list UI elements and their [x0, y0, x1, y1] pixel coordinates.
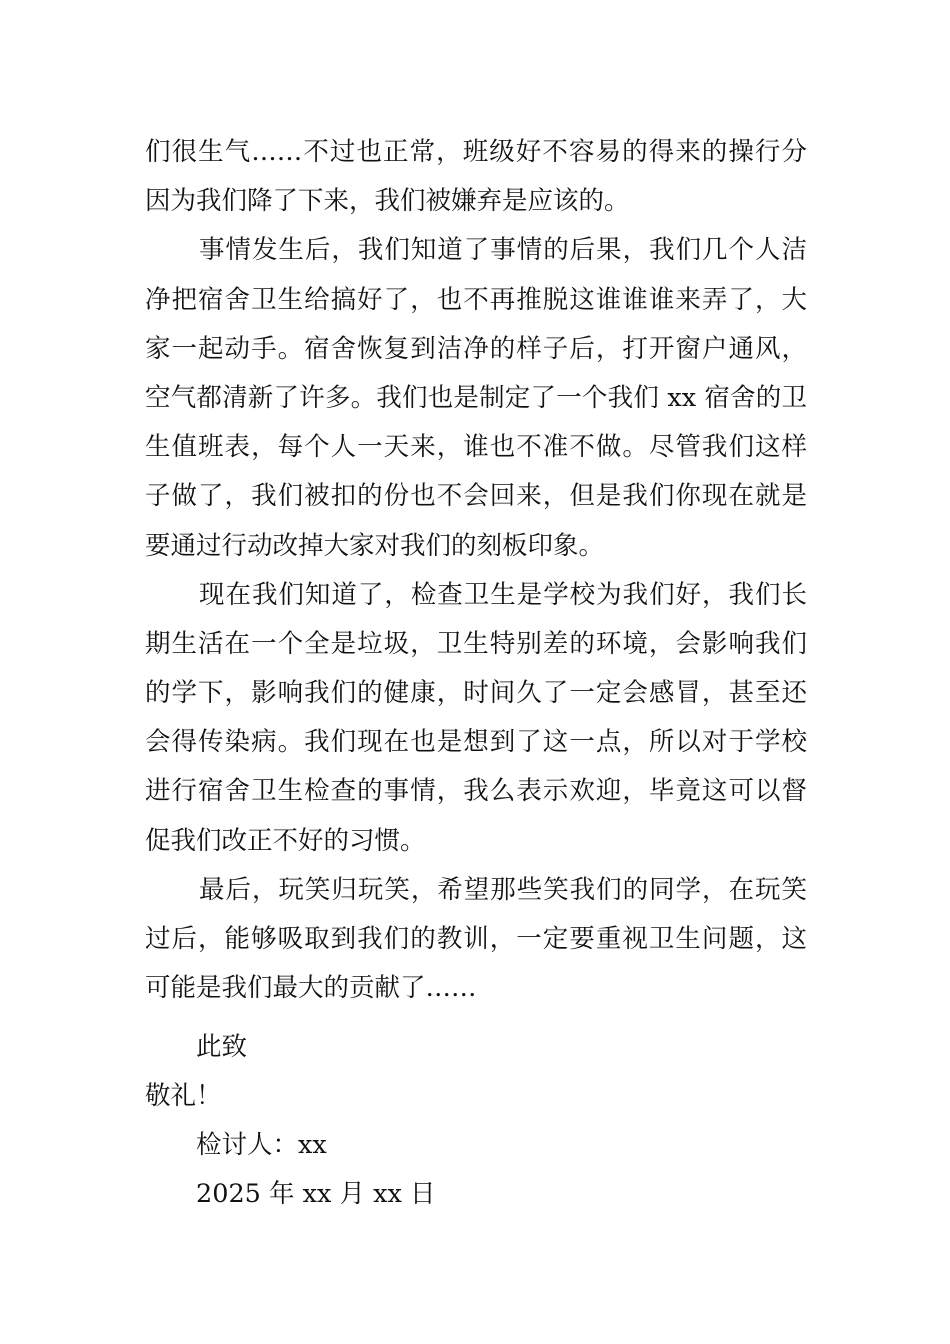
paragraph-line: 生值班表，每个人一天来，谁也不准不做。尽管我们这样	[145, 432, 807, 463]
letter-body	[145, 128, 807, 1013]
paragraph-line: 过后，能够吸取到我们的教训，一定要重视卫生问题，这	[145, 924, 807, 954]
paragraph	[145, 571, 807, 866]
paragraph-line: 子做了，我们被扣的份也不会回来，但是我们你现在就是	[145, 481, 807, 512]
paragraph-line: 期生活在一个全是垃圾，卫生特别差的环境，会影响我们	[145, 628, 807, 659]
paragraph-line: 事情发生后，我们知道了事情的后果，我们几个人洁	[199, 235, 807, 266]
paragraph-line: 空气都清新了许多。我们也是制定了一个我们 xx 宿舍的卫	[145, 382, 807, 413]
signer-name: 检讨人：xx	[196, 1130, 327, 1160]
paragraph-line: 们很生气……不过也正常，班级好不容易的得来的操行分	[145, 137, 807, 167]
paragraph	[145, 128, 807, 226]
paragraph-line: 净把宿舍卫生给搞好了，也不再推脱这谁谁谁来弄了，大	[145, 284, 807, 315]
paragraph-line: 会得传染病。我们现在也是想到了这一点，所以对于学校	[145, 727, 807, 758]
closing-salutation: 此致	[196, 1032, 248, 1062]
paragraph-line: 因为我们降了下来，我们被嫌弃是应该的。	[145, 186, 630, 217]
closing-regards: 敬礼！	[145, 1081, 222, 1111]
paragraph-line: 可能是我们最大的贡献了……	[145, 973, 477, 1004]
paragraph-line: 现在我们知道了，检查卫生是学校为我们好，我们长	[199, 579, 807, 610]
paragraph-line: 家一起动手。宿舍恢复到洁净的样子后，打开窗户通风，	[145, 333, 807, 364]
paragraph-line: 促我们改正不好的习惯。	[145, 825, 426, 856]
signature-date: 2025 年 xx 月 xx 日	[196, 1179, 436, 1209]
paragraph	[145, 866, 807, 1014]
paragraph-line: 最后，玩笑归玩笑，希望那些笑我们的同学，在玩笑	[199, 874, 807, 905]
paragraph-line: 的学下，影响我们的健康，时间久了一定会感冒，甚至还	[145, 678, 807, 709]
paragraph-line: 进行宿舍卫生检查的事情，我么表示欢迎，毕竟这可以督	[145, 776, 807, 807]
paragraph-line: 要通过行动改掉大家对我们的刻板印象。	[145, 530, 605, 561]
paragraph	[145, 226, 807, 570]
